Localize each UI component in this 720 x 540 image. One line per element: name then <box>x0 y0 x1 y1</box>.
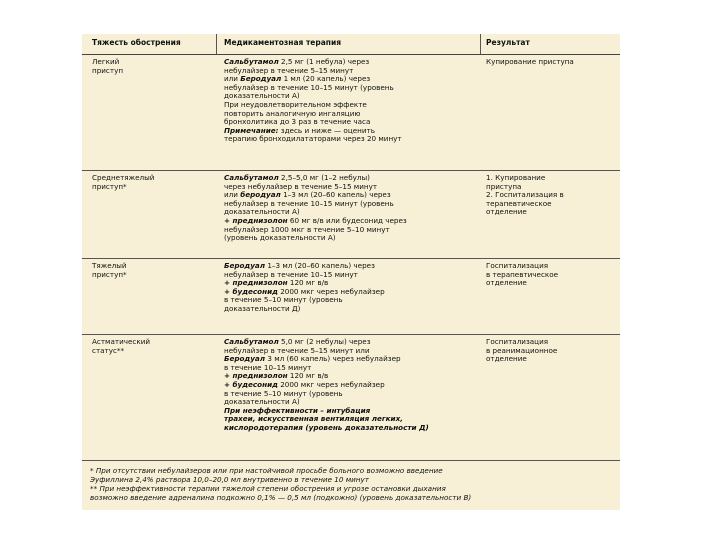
therapy-cell-line: доказательности А) <box>224 397 300 407</box>
result-cell-line: 1. Купирование <box>486 173 546 182</box>
result-cell-line: 2. Госпитализация в <box>486 190 564 200</box>
therapy-cell-line: небулайзер в течение 10–15 минут <box>224 269 358 279</box>
therapy-cell-line: + будесонид 2000 мкг через небулайзер <box>224 379 385 389</box>
therapy-cell-line: бронхолитика до 3 раз в течение часа <box>224 117 371 127</box>
therapy-cell-line: При неудовлетворительном эффекте <box>224 99 367 109</box>
footnote-line: Эуфиллина 2,4% раствора 10,0–20,0 мл внутривенно в течение 10 минут <box>90 475 369 484</box>
therapy-cell-line: небулайзер 1000 мкг в течение 5–10 минут <box>224 224 390 234</box>
therapy-cell-line: в течение 10–15 минут <box>224 362 312 372</box>
result-cell <box>486 58 574 67</box>
table-row <box>82 338 620 461</box>
therapy-cell-line: (уровень доказательности А) <box>224 233 336 243</box>
therapy-cell-line: повторить аналогичную ингаляцию <box>224 108 361 118</box>
severity-cell-line: Среднетяжелый <box>92 173 155 182</box>
therapy-cell-line: небулайзер в течение 5–15 минут или <box>224 345 370 355</box>
result-cell <box>486 174 564 217</box>
treatment-table <box>82 34 620 510</box>
header-severity: Тяжесть обострения <box>92 38 181 47</box>
therapy-cell-line: в течение 5–10 минут (уровень <box>224 388 343 398</box>
therapy-cell <box>224 174 407 243</box>
therapy-cell-line: терапию бронходилататорами через 20 минут <box>224 134 402 144</box>
therapy-cell-line: небулайзер в течение 10–15 минут (уровень <box>224 198 394 208</box>
severity-cell-line: Астматический <box>92 337 151 346</box>
result-cell-line: Купирование приступа <box>486 57 574 66</box>
therapy-cell-line: трахеи, искусственная вентиляция легких, <box>224 414 403 424</box>
severity-cell-line: Легкий <box>92 57 120 66</box>
therapy-cell-line: доказательности А) <box>224 207 300 217</box>
therapy-cell <box>224 262 385 314</box>
therapy-cell-line: или беродуал 1–3 мл (20–60 капель) через <box>224 190 391 200</box>
result-cell-line: отделение <box>486 354 527 364</box>
footnote-line: * При отсутствии небулайзеров или при настойчивой просьбе больного возможно введение <box>90 466 443 475</box>
therapy-cell-line: + преднизолон 120 мг в/в <box>224 371 329 381</box>
result-cell <box>486 262 558 288</box>
table-header <box>82 34 620 55</box>
severity-cell-line: приступ* <box>92 181 127 191</box>
therapy-cell-line: Сальбутамол 2,5–5,0 мг (1–2 небулы) <box>224 173 370 182</box>
result-cell-line: приступа <box>486 181 522 191</box>
therapy-cell-line: Беродуал 1–3 мл (20–60 капель) через <box>224 261 375 270</box>
therapy-cell-line: Беродуал 3 мл (60 капель) через небулайзер <box>224 354 401 364</box>
therapy-cell-line: небулайзер в течение 10–15 минут (уровень <box>224 82 394 92</box>
severity-cell-line: Тяжелый <box>92 261 127 270</box>
therapy-cell-line: в течение 5–10 минут (уровень <box>224 295 343 305</box>
therapy-cell-line: Сальбутамол 5,0 мг (2 небулы) через <box>224 337 371 346</box>
therapy-cell-line: + будесонид 2000 мкг через небулайзер <box>224 286 385 296</box>
header-therapy: Медикаментозная терапия <box>224 38 342 47</box>
therapy-cell-line: доказательности А) <box>224 91 300 101</box>
result-cell-line: в реанимационное <box>486 345 558 355</box>
result-cell-line: в терапевтическое <box>486 269 559 279</box>
therapy-cell-line: При неэффективности – интубация <box>224 405 371 415</box>
therapy-cell <box>224 338 429 433</box>
severity-cell <box>92 262 127 279</box>
therapy-cell-line: + преднизолон 60 мг в/в или будесонид через <box>224 215 407 225</box>
footnote-line: ** При неэффективности терапии тяжелой степени обострения и угрозе остановки дыхания <box>90 484 446 493</box>
result-cell-line: Госпитализация <box>486 337 549 346</box>
footnotes <box>90 466 471 502</box>
header-result: Результат <box>486 38 530 47</box>
result-cell-line: отделение <box>486 278 527 288</box>
result-cell-line: терапевтическое <box>486 198 552 208</box>
therapy-cell-line: через небулайзер в течение 5–15 минут <box>224 181 378 191</box>
header-divider <box>480 34 481 54</box>
severity-cell <box>92 338 150 355</box>
therapy-cell-line: Сальбутамол 2,5 мг (1 небула) через <box>224 57 370 66</box>
result-cell-line: Госпитализация <box>486 261 549 270</box>
footnote-line: возможно введение адреналина подкожно 0,1% — 0,5 мл (подкожно) (уровень доказательности В) <box>90 493 472 502</box>
therapy-cell-line: или Беродуал 1 мл (20 капель) через <box>224 74 371 84</box>
therapy-cell-line: небулайзер в течение 5–15 минут <box>224 65 354 75</box>
therapy-cell-line: Примечание: здесь и ниже — оценить <box>224 125 375 135</box>
severity-cell-line: приступ* <box>92 269 127 279</box>
therapy-cell-line: кислородотерапия (уровень доказательности Д) <box>224 422 429 432</box>
severity-cell <box>92 58 123 75</box>
therapy-cell-line: доказательности Д) <box>224 303 301 313</box>
severity-cell-line: статус** <box>92 345 125 355</box>
table-row <box>82 58 620 171</box>
therapy-cell <box>224 58 402 144</box>
therapy-cell-line: + преднизолон 120 мг в/в <box>224 278 329 288</box>
severity-cell-line: приступ <box>92 65 124 75</box>
severity-cell <box>92 174 154 191</box>
table-row <box>82 262 620 335</box>
result-cell <box>486 338 557 364</box>
table-row <box>82 174 620 259</box>
result-cell-line: отделение <box>486 207 527 217</box>
header-divider <box>216 34 217 54</box>
